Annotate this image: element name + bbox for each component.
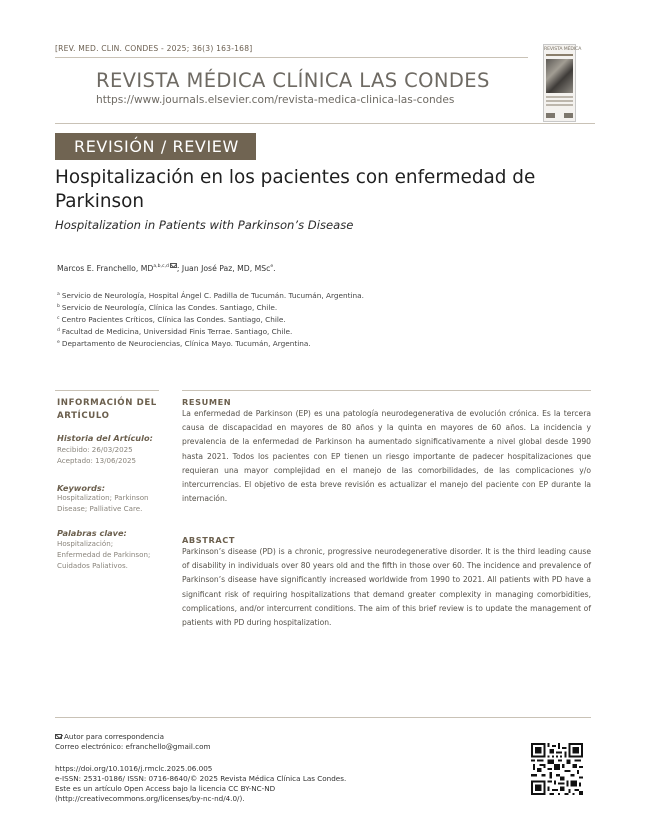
affiliation [57,327,292,336]
corresponding-text: Autor para correspondencia [64,732,165,741]
palabras-clave-line: Hospitalización; [57,539,114,548]
resumen-text: La enfermedad de Parkinson (EP) es una patología neurodegenerativa de evolución crónica. Es la tercera causa de discapacidad en mayores de 80 años y la quinta en mayores de 60 años. La incidencia y prevalencia de la enfermedad de Parkinson ha aumentado significativamente a nivel global desde 1990 hasta 2021. Todos los pacientes con EP tienen un riesgo importante de padecer hospitalizaciones que requieran una mayor complejidad en el manejo de las comorbilidades, de las complicaciones y/o intercurrencias. El objetivo de esta breve revisión es actualizar el manejo del paciente con EP durante la internación. [182,409,591,504]
author-name: Juan José Paz, MD, MSc [181,264,271,273]
qr-finder-top-left [531,743,546,758]
qr-finder-bottom-left [531,780,546,795]
keywords-line: Hospitalization; Parkinson [57,493,149,502]
qr-code[interactable] [531,743,583,795]
abstract-heading: ABSTRACT [182,535,236,545]
author-affiliation-marks: a,b,c,d [153,264,169,269]
keywords-label: Keywords: [57,483,106,493]
affiliation-text: Centro Pacientes Críticos, Clínica las Condes. Santiago, Chile. [61,315,286,324]
license-url[interactable]: (http://creativecommons.org/licenses/by-nc-nd/4.0/). [55,794,245,803]
issn-line: e-ISSN: 2531-0186/ ISSN: 0716-8640/© 2025 Revista Médica Clínica Las Condes. [55,774,347,783]
cover-logos [546,113,573,118]
cover-band [546,54,573,56]
affiliation [57,303,277,312]
affiliation [57,315,286,324]
title-divider [55,123,595,124]
author-affiliation-marks: e [270,264,274,269]
palabras-clave-line: Enfermedad de Parkinson; [57,550,151,559]
cover-title: REVISTA MÉDICA [544,47,582,52]
affiliation-mark: d [57,328,60,333]
author-name: Marcos E. Franchello, MD [57,264,154,273]
author-separator: ; [176,264,182,273]
affiliation-text: Servicio de Neurología, Clínica las Condes. Santiago, Chile. [61,303,278,312]
keywords-line: Disease; Palliative Care. [57,504,143,513]
article-title: Hospitalización en los pacientes con enfermedad de Parkinson [55,167,536,212]
abstract-text: Parkinson’s disease (PD) is a chronic, progressive neurodegenerative disorder. It is the third leading cause of disability in individuals over 80 years old and the fifth in those over 60. The incidence and prevalence of Parkinson’s disease have significantly increased worldwide from 1990 to 2021. All patients with PD have a significant risk of requiring hospitalizations that demand greater complexity in managing comorbidities, complications, and/or intercurrent conditions. The aim of this brief review is to update the management of patients with PD during hospitalization. [182,547,591,628]
resumen-heading: RESUMEN [182,397,232,407]
affiliation-text: Departamento de Neurociencias, Clínica Mayo. Tucumán, Argentina. [61,339,311,348]
affiliation-mark: a [57,292,60,297]
article-info-heading: INFORMACIÓN DEL ARTÍCULO [57,398,157,421]
article-title-english: Hospitalization in Patients with Parkinson’s Disease [55,218,354,232]
journal-citation: [REV. MED. CLIN. CONDES - 2025; 36(3) 163-168] [55,44,253,53]
author-list [57,263,276,273]
doi-link[interactable]: https://doi.org/10.1016/j.rmclc.2025.06.005 [55,764,213,773]
history-label: Historia del Artículo: [57,433,153,443]
author-separator: . [273,264,276,273]
received-date: Recibido: 26/03/2025 [57,445,133,454]
affiliation-mark: b [57,304,60,309]
palabras-clave-label: Palabras clave: [57,528,127,538]
header-divider [55,57,528,58]
accepted-date: Aceptado: 13/06/2025 [57,456,136,465]
email-line[interactable]: Correo electrónico: efranchello@gmail.com [55,742,211,751]
affiliation-text: Facultad de Medicina, Universidad Finis Terrae. Santiago, Chile. [61,327,293,336]
palabras-clave-line: Cuidados Paliativos. [57,561,128,570]
affiliation-mark: e [57,340,60,345]
affiliation-text: Servicio de Neurología, Hospital Ángel C. Padilla de Tucumán. Tucumán, Argentina. [61,291,364,300]
affiliation [57,291,364,300]
envelope-icon[interactable] [170,263,177,268]
qr-finder-top-right [568,743,583,758]
footer-divider [55,717,591,718]
affiliation [57,339,311,348]
journal-title: REVISTA MÉDICA CLÍNICA LAS CONDES [96,69,490,92]
corresponding-note [55,732,164,741]
license-line: Este es un artículo Open Access bajo la licencia CC BY-NC-ND [55,784,276,793]
journal-url[interactable]: https://www.journals.elsevier.com/revista-medica-clinica-las-condes [96,94,455,106]
abstract-divider [182,390,591,391]
cover-image [546,59,573,93]
section-label: REVISIÓN / REVIEW [55,133,256,160]
affiliation-mark: c [57,316,60,321]
cover-text-lines [546,96,573,106]
journal-cover-thumbnail [543,44,582,122]
envelope-icon [55,734,62,739]
info-divider [55,390,159,391]
